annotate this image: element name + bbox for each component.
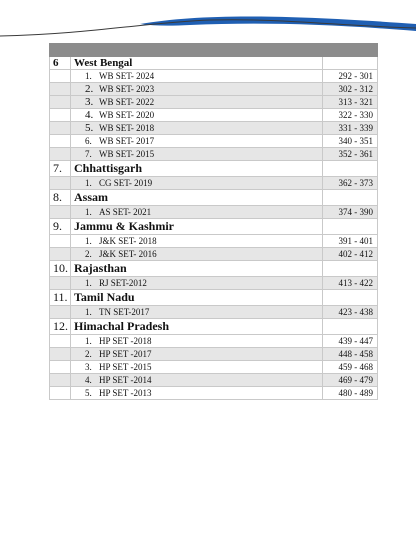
row-spacer-cell [50, 148, 71, 161]
row-spacer-cell [50, 109, 71, 122]
entry-page-range: 352 - 361 [323, 148, 378, 161]
entry-index: 1. [85, 278, 92, 288]
entry-title-cell [71, 177, 323, 190]
entry-page-range: 459 - 468 [323, 361, 378, 374]
section-number: 10. [50, 261, 71, 277]
table-row [50, 361, 378, 374]
entry-label: WB SET- 2015 [99, 149, 155, 159]
section-page-cell [323, 319, 378, 335]
section-title: Rajasthan [71, 261, 323, 277]
row-spacer-cell [50, 248, 71, 261]
entry-label: J&K SET- 2018 [99, 236, 157, 246]
row-spacer-cell [50, 122, 71, 135]
entry-index: 7. [85, 149, 92, 159]
header-cell [50, 44, 71, 57]
entry-page-range: 362 - 373 [323, 177, 378, 190]
entry-title-cell [71, 387, 323, 400]
entry-index: 3. [85, 96, 94, 108]
entry-index: 1. [85, 307, 92, 317]
section-number: 8. [50, 190, 71, 206]
entry-label: WB SET- 2017 [99, 136, 155, 146]
section-row [50, 261, 378, 277]
entry-index: 4. [85, 109, 94, 121]
entry-index: 5. [85, 388, 92, 398]
entry-page-range: 331 - 339 [323, 122, 378, 135]
entry-index: 4. [85, 375, 92, 385]
entry-index: 1. [85, 236, 92, 246]
header-wave-decoration [0, 0, 416, 40]
contents-table [49, 43, 378, 400]
entry-label: TN SET-2017 [99, 307, 150, 317]
table-row [50, 387, 378, 400]
entry-title-cell [71, 361, 323, 374]
entry-page-range: 439 - 447 [323, 335, 378, 348]
entry-page-range: 313 - 321 [323, 96, 378, 109]
entry-index: 1. [85, 207, 92, 217]
entry-page-range: 292 - 301 [323, 70, 378, 83]
entry-title-cell [71, 306, 323, 319]
table-row [50, 148, 378, 161]
entry-page-range: 391 - 401 [323, 235, 378, 248]
entry-title-cell [71, 248, 323, 261]
row-spacer-cell [50, 70, 71, 83]
entry-label: AS SET- 2021 [99, 207, 152, 217]
table-row [50, 122, 378, 135]
row-spacer-cell [50, 83, 71, 96]
table-row [50, 348, 378, 361]
entry-index: 3. [85, 362, 92, 372]
entry-page-range: 469 - 479 [323, 374, 378, 387]
table-row [50, 70, 378, 83]
entry-label: HP SET -2018 [99, 336, 152, 346]
row-spacer-cell [50, 335, 71, 348]
entry-label: HP SET -2013 [99, 388, 152, 398]
entry-page-range: 402 - 412 [323, 248, 378, 261]
entry-title-cell [71, 277, 323, 290]
entry-index: 2. [85, 83, 94, 95]
section-number: 12. [50, 319, 71, 335]
entry-label: WB SET- 2024 [99, 71, 155, 81]
section-number: 7. [50, 161, 71, 177]
entry-label: HP SET -2015 [99, 362, 152, 372]
entry-title-cell [71, 348, 323, 361]
entry-index: 2. [85, 249, 92, 259]
header-cell [323, 44, 378, 57]
row-spacer-cell [50, 361, 71, 374]
section-page-cell [323, 190, 378, 206]
table-row [50, 248, 378, 261]
entry-index: 5. [85, 122, 94, 134]
entry-title-cell [71, 235, 323, 248]
entry-index: 2. [85, 349, 92, 359]
entry-page-range: 480 - 489 [323, 387, 378, 400]
table-row [50, 206, 378, 219]
entry-label: WB SET- 2018 [99, 123, 155, 133]
entry-label: WB SET- 2023 [99, 84, 155, 94]
section-row [50, 319, 378, 335]
row-spacer-cell [50, 374, 71, 387]
section-title: West Bengal [71, 57, 323, 70]
table-row [50, 109, 378, 122]
row-spacer-cell [50, 96, 71, 109]
entry-label: WB SET- 2022 [99, 97, 155, 107]
entry-title-cell [71, 122, 323, 135]
row-spacer-cell [50, 135, 71, 148]
section-number: 9. [50, 219, 71, 235]
section-page-cell [323, 219, 378, 235]
entry-label: CG SET- 2019 [99, 178, 153, 188]
entry-title-cell [71, 335, 323, 348]
entry-label: HP SET -2017 [99, 349, 152, 359]
section-row [50, 57, 378, 70]
row-spacer-cell [50, 235, 71, 248]
section-page-cell [323, 161, 378, 177]
section-title: Assam [71, 190, 323, 206]
table-row [50, 83, 378, 96]
entry-title-cell [71, 70, 323, 83]
header-cell [71, 44, 323, 57]
row-spacer-cell [50, 177, 71, 190]
table-row [50, 374, 378, 387]
section-row [50, 161, 378, 177]
entry-label: WB SET- 2020 [99, 110, 155, 120]
section-title: Chhattisgarh [71, 161, 323, 177]
entry-index: 1. [85, 178, 92, 188]
table-row [50, 277, 378, 290]
table-row [50, 177, 378, 190]
section-number: 6 [50, 57, 71, 70]
entry-page-range: 322 - 330 [323, 109, 378, 122]
entry-title-cell [71, 206, 323, 219]
entry-title-cell [71, 135, 323, 148]
entry-page-range: 302 - 312 [323, 83, 378, 96]
table-row [50, 306, 378, 319]
entry-title-cell [71, 96, 323, 109]
entry-page-range: 340 - 351 [323, 135, 378, 148]
section-title: Tamil Nadu [71, 290, 323, 306]
section-page-cell [323, 290, 378, 306]
section-title: Himachal Pradesh [71, 319, 323, 335]
row-spacer-cell [50, 348, 71, 361]
entry-title-cell [71, 109, 323, 122]
table-row [50, 96, 378, 109]
row-spacer-cell [50, 206, 71, 219]
section-title: Jammu & Kashmir [71, 219, 323, 235]
table-row [50, 335, 378, 348]
entry-page-range: 423 - 438 [323, 306, 378, 319]
entry-label: RJ SET-2012 [99, 278, 147, 288]
row-spacer-cell [50, 306, 71, 319]
entry-index: 6. [85, 136, 92, 146]
entry-index: 1. [85, 336, 92, 346]
entry-title-cell [71, 148, 323, 161]
section-page-cell [323, 57, 378, 70]
table-header-row [50, 44, 378, 57]
row-spacer-cell [50, 277, 71, 290]
section-row [50, 190, 378, 206]
row-spacer-cell [50, 387, 71, 400]
section-row [50, 219, 378, 235]
section-row [50, 290, 378, 306]
section-page-cell [323, 261, 378, 277]
entry-title-cell [71, 374, 323, 387]
table-row [50, 135, 378, 148]
entry-page-range: 448 - 458 [323, 348, 378, 361]
entry-title-cell [71, 83, 323, 96]
entry-page-range: 374 - 390 [323, 206, 378, 219]
entry-page-range: 413 - 422 [323, 277, 378, 290]
entry-index: 1. [85, 71, 92, 81]
entry-label: HP SET -2014 [99, 375, 152, 385]
table-row [50, 235, 378, 248]
entry-label: J&K SET- 2016 [99, 249, 157, 259]
section-number: 11. [50, 290, 71, 306]
